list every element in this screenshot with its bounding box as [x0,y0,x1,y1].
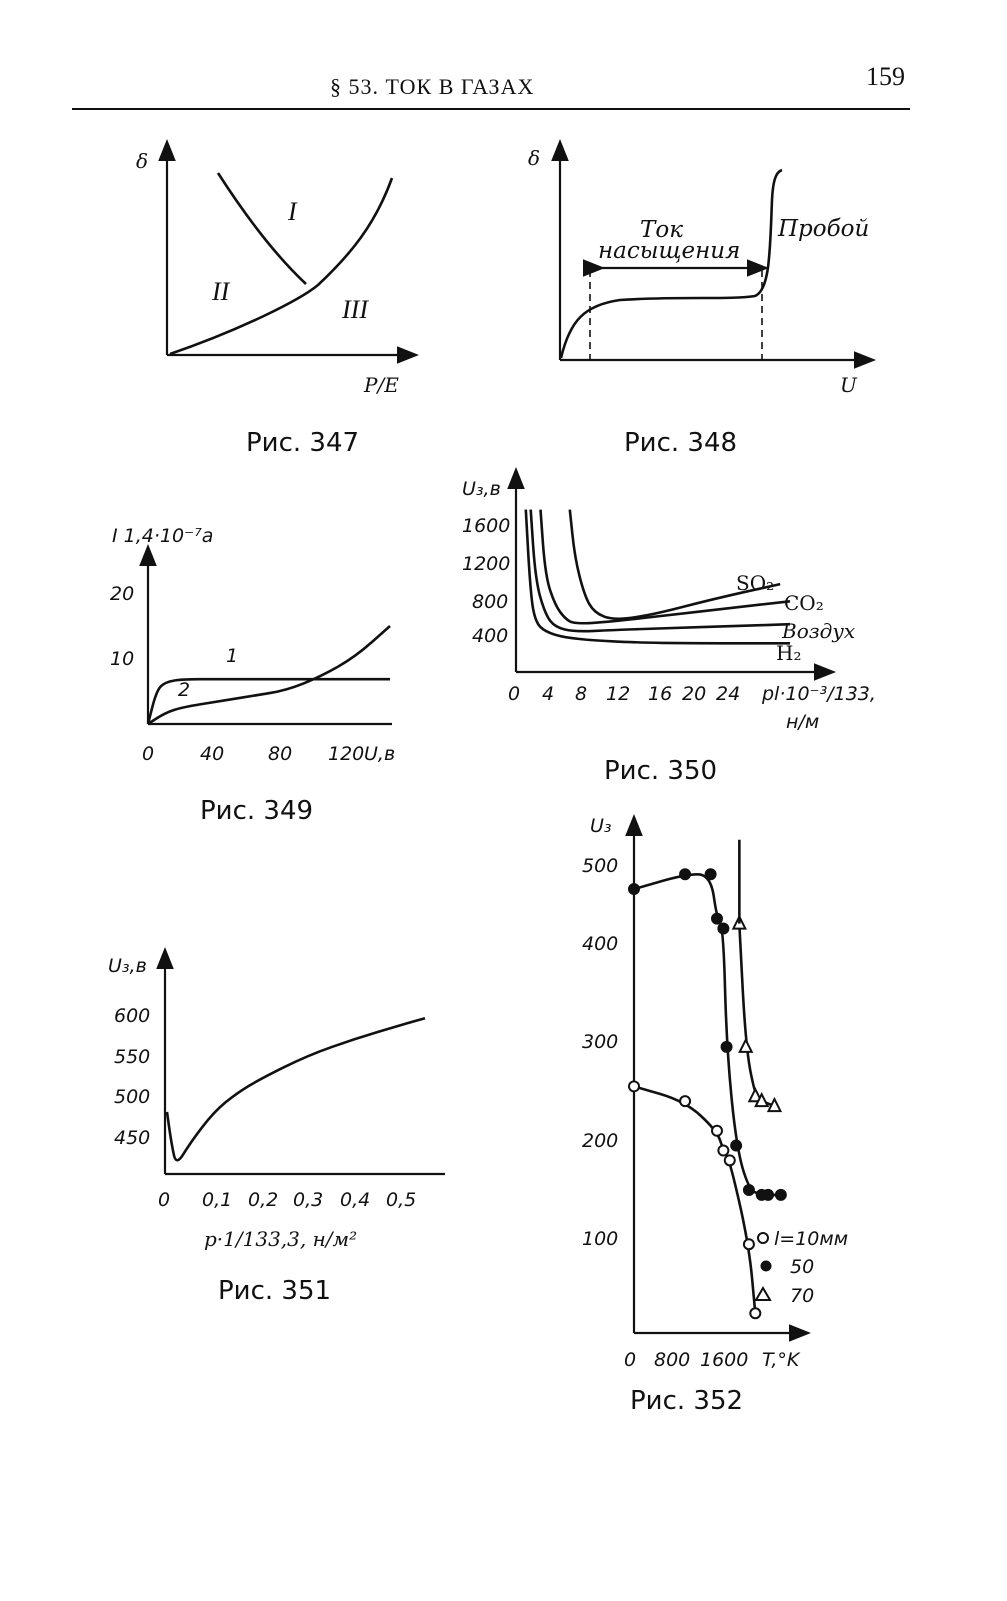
fig352-caption: Рис. 352 [630,1386,744,1416]
fig352-point-1-7 [744,1185,754,1195]
page-number: 159 [866,62,905,91]
fig351-x-tick-0: 0 [158,1189,171,1211]
fig352-legend-marker-50 [761,1261,772,1272]
fig348-caption: Рис. 348 [624,428,738,458]
fig352-x-tick-0: 0 [624,1349,637,1371]
fig347-x-label: P/E [364,373,399,397]
fig350-y-tick-800: 800 [472,591,509,613]
fig349-caption: Рис. 349 [200,796,314,826]
fig352-point-1-0 [629,884,639,894]
fig352-point-1-6 [731,1141,741,1151]
fig351-x-tick-03: 0,3 [293,1189,324,1211]
fig351-y-tick-450: 450 [114,1127,151,1149]
fig352-point-1-1 [680,869,690,879]
fig350-y-label: U₃,в [462,478,501,500]
fig352-legend-label-50: 50 [790,1256,815,1278]
fig350-y-tick-1600: 1600 [462,515,511,537]
fig352-point-0-5 [744,1239,754,1249]
fig352-legend-label-70: 70 [790,1285,815,1307]
fig349-x-label: U,в [364,743,396,765]
fig350-caption: Рис. 350 [604,756,718,786]
fig352-point-1-4 [718,924,728,934]
fig349-curve-label-2: 2 [178,679,191,701]
fig352-point-1-2 [706,869,716,879]
fig352-point-0-4 [725,1155,735,1165]
fig352-x-tick-800: 800 [654,1349,691,1371]
fig347-y-label: δ [136,149,149,173]
fig352-y-label: U₃ [590,815,612,837]
fig352-y-tick-200: 200 [582,1130,619,1152]
fig352-fit-line-1 [634,874,781,1195]
fig352-point-1-10 [776,1190,786,1200]
fig349-x-tick-0: 0 [142,743,155,765]
fig352-point-2-1 [740,1040,752,1052]
fig351-x-tick-05: 0,5 [386,1189,417,1211]
fig350-series-label-air: Воздух [782,619,856,643]
fig348-label-saturation: насыщения [598,238,741,264]
fig349-y-tick-10: 10 [110,648,135,670]
fig351-y-tick-600: 600 [114,1005,151,1027]
fig347-region-1: I [288,197,297,226]
fig350-series-label-co2: CO₂ [784,591,824,615]
fig352-point-0-0 [629,1081,639,1091]
fig352-point-1-5 [722,1042,732,1052]
fig350-x-tick-20: 20 [682,683,707,705]
fig350-x-tick-0: 0 [508,683,521,705]
fig349-y-label: I 1,4·10⁻⁷а [112,525,214,547]
fig352-x-tick-1600: 1600 [700,1349,749,1371]
fig349-curve-label-1: 1 [226,645,239,667]
fig351-x-tick-04: 0,4 [340,1189,371,1211]
fig347-caption: Рис. 347 [246,428,360,458]
fig352-fit-line-2 [739,924,774,1107]
fig352-x-label: T,°K [762,1349,800,1371]
fig350-x-tick-12: 12 [606,683,631,705]
fig349-x-tick-40: 40 [200,743,225,765]
fig351-y-tick-500: 500 [114,1086,151,1108]
fig352-legend-label-10mm: l=10мм [774,1228,849,1250]
fig352-point-0-3 [718,1145,728,1155]
fig351-x-tick-01: 0,1 [202,1189,233,1211]
fig349-x-tick-120: 120 [328,743,365,765]
fig350-x-tick-24: 24 [716,683,741,705]
fig352-legend-marker-70 [756,1288,770,1300]
fig351-x-label: p·1/133,3, н/м² [204,1227,358,1251]
fig348-label-breakdown: Пробой [778,216,870,242]
fig350-x-tick-16: 16 [648,683,673,705]
fig352-point-0-1 [680,1096,690,1106]
fig352-point-1-9 [763,1190,773,1200]
fig350-series-label-h2: H₂ [776,641,802,665]
fig349-y-tick-20: 20 [110,583,135,605]
fig348-label-current: Ток [640,217,683,243]
fig352-point-0-2 [712,1126,722,1136]
fig348-y-label: δ [528,146,541,170]
fig352-y-tick-500: 500 [582,855,619,877]
fig352-point-1-3 [712,914,722,924]
fig347-region-3: III [342,295,368,324]
fig350-x-label: pl·10⁻³/133, [762,683,876,705]
fig352-point-0-6 [750,1308,760,1318]
fig351-x-tick-02: 0,2 [248,1189,279,1211]
fig350-x-tick-8: 8 [575,683,588,705]
fig351-y-tick-550: 550 [114,1046,151,1068]
running-header: § 53. ТОК В ГАЗАХ [330,74,535,99]
fig352-y-tick-400: 400 [582,933,619,955]
fig347-region-2: II [212,277,230,306]
fig352-legend-marker-10mm [758,1233,768,1243]
fig350-y-tick-400: 400 [472,625,509,647]
fig350-y-tick-1200: 1200 [462,553,511,575]
fig352-fit-line-0 [634,1086,755,1313]
fig349-x-tick-80: 80 [268,743,293,765]
fig351-caption: Рис. 351 [218,1276,332,1306]
fig352-y-tick-300: 300 [582,1031,619,1053]
fig348-x-label: U [840,373,857,397]
fig350-x-label-units: н/м [786,711,820,733]
fig350-x-tick-4: 4 [542,683,555,705]
fig350-series-label-so2: SO₂ [736,571,775,595]
fig351-y-label: U₃,в [108,955,147,977]
fig352-y-tick-100: 100 [582,1228,619,1250]
